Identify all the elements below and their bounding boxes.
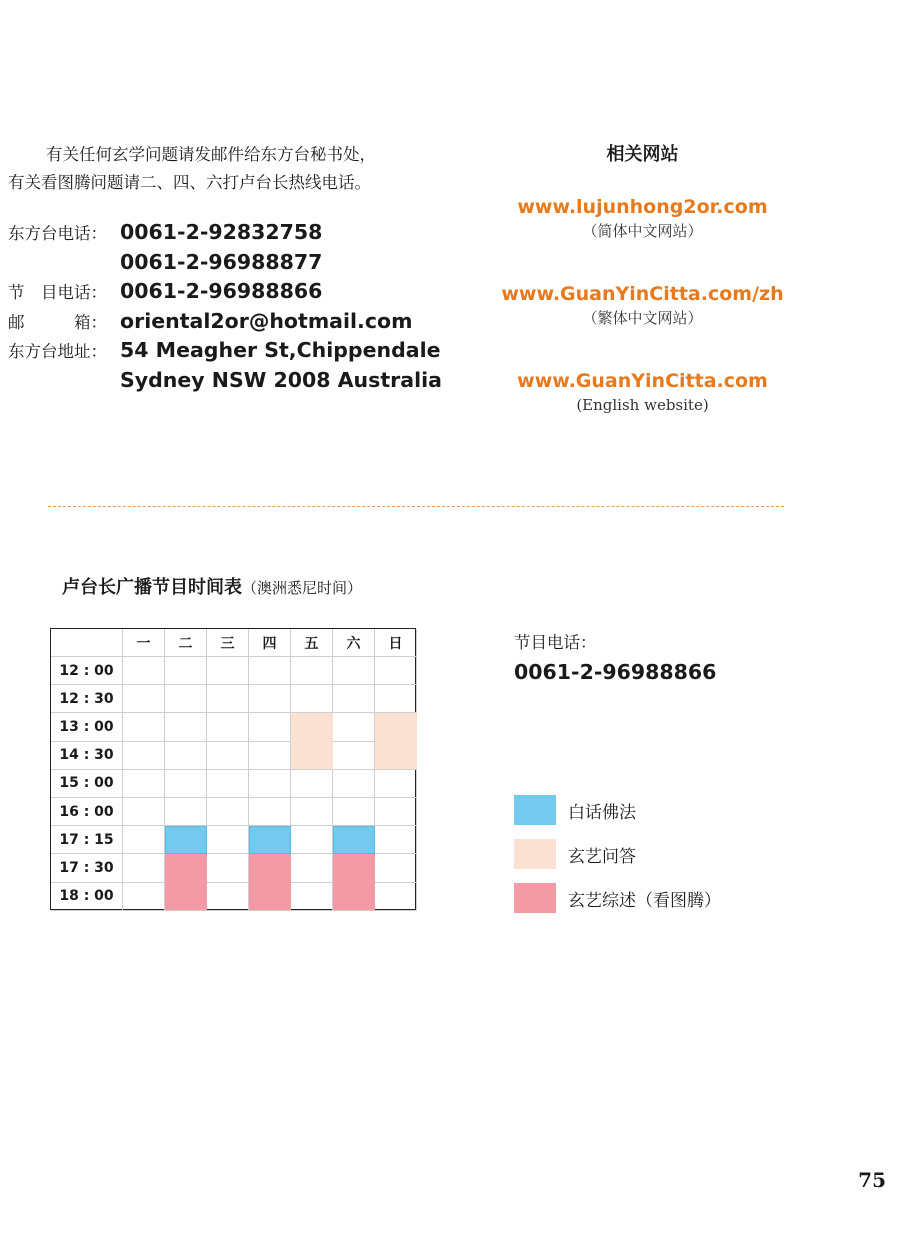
grid-cell [291, 826, 333, 854]
grid-cell [123, 742, 165, 770]
grid-cell [123, 798, 165, 826]
grid-cell [207, 798, 249, 826]
grid-cell [375, 685, 417, 713]
legend-swatch [514, 883, 556, 913]
program-block-totem [165, 854, 207, 910]
legend-swatch [514, 795, 556, 825]
program-phone-block [514, 630, 716, 684]
grid-cell [249, 713, 291, 741]
page-number: 75 [858, 1168, 886, 1192]
site-item [470, 194, 815, 242]
grid-cell [291, 798, 333, 826]
contact-label: 邮 箱： [8, 312, 107, 332]
contact-label: 节 目电话： [8, 283, 107, 302]
day-header: 三 [207, 629, 249, 657]
grid-cell [123, 883, 165, 911]
grid-cell [207, 883, 249, 911]
grid-cell [165, 742, 207, 770]
grid-cell [333, 742, 375, 770]
contact-row [8, 309, 448, 339]
legend-item-dharma [514, 795, 721, 825]
time-label: 16 : 00 [51, 798, 123, 826]
grid-cell [123, 770, 165, 798]
site-item [470, 281, 815, 329]
grid-cell [207, 713, 249, 741]
grid-cell [333, 657, 375, 685]
grid-cell [249, 742, 291, 770]
time-label: 17 : 15 [51, 826, 123, 854]
phone-number: 0061-2-92832758 [120, 220, 323, 244]
grid-cell [375, 883, 417, 911]
grid-cell [333, 798, 375, 826]
grid-cell [249, 798, 291, 826]
day-header: 五 [291, 629, 333, 657]
program-block-dharma [249, 826, 291, 854]
grid-cell [291, 657, 333, 685]
grid-cell [207, 742, 249, 770]
grid-cell [333, 770, 375, 798]
grid-cell [291, 854, 333, 882]
legend-item-qa [514, 839, 721, 869]
grid-cell [123, 657, 165, 685]
contact-row [8, 338, 448, 368]
grid-cell [123, 685, 165, 713]
legend-item-totem [514, 883, 721, 913]
grid-cell [375, 854, 417, 882]
program-block-qa [375, 713, 417, 769]
grid-cell [165, 713, 207, 741]
phone-number: 0061-2-96988877 [120, 249, 323, 274]
contact-row [8, 279, 448, 309]
program-block-dharma [165, 826, 207, 854]
contact-row [8, 368, 448, 398]
legend-label: 玄艺综述（看图腾） [568, 890, 721, 911]
grid-cell [375, 826, 417, 854]
site-note: （繁体中文网站） [582, 309, 703, 327]
grid-cell [249, 657, 291, 685]
intro-line-2: 有关看图腾问题请二、四、六打卢台长热线电话。 [8, 173, 371, 192]
related-websites [470, 140, 815, 455]
contact-row [8, 220, 448, 250]
contact-block [8, 220, 448, 397]
legend-label: 玄艺问答 [568, 846, 636, 867]
program-block-qa [291, 713, 333, 769]
grid-cell [207, 657, 249, 685]
day-header: 二 [165, 629, 207, 657]
grid-cell [333, 685, 375, 713]
address-line: 54 Meagher St,Chippendale [120, 338, 441, 362]
time-label: 14 : 30 [51, 742, 123, 770]
intro-text [8, 141, 448, 197]
time-label: 15 : 00 [51, 770, 123, 798]
time-label: 12 : 00 [51, 657, 123, 685]
time-label: 13 : 00 [51, 713, 123, 741]
program-block-totem [333, 854, 375, 910]
grid-cell [375, 798, 417, 826]
site-link[interactable]: www.lujunhong2or.com [517, 196, 768, 218]
contact-label: 东方台电话： [8, 224, 107, 243]
grid-cell [333, 713, 375, 741]
time-label: 18 : 00 [51, 883, 123, 911]
phone-number: 0061-2-96988866 [120, 279, 323, 303]
email-address: oriental2or@hotmail.com [120, 308, 413, 333]
program-block-dharma [333, 826, 375, 854]
day-header: 一 [123, 629, 165, 657]
site-note: （简体中文网站） [582, 222, 703, 240]
grid-cell [291, 685, 333, 713]
schedule-subtitle: （澳洲悉尼时间） [242, 579, 363, 597]
program-block-totem [249, 854, 291, 910]
program-phone-label: 节目电话： [514, 633, 597, 652]
grid-cell [249, 685, 291, 713]
grid-cell [207, 854, 249, 882]
legend [514, 795, 721, 927]
grid-cell [291, 770, 333, 798]
day-header: 日 [375, 629, 417, 657]
grid-corner [51, 629, 123, 657]
grid-cell [207, 826, 249, 854]
contact-row [8, 250, 448, 280]
sites-title: 相关网站 [606, 144, 679, 165]
site-link[interactable]: www.GuanYinCitta.com/zh [501, 283, 784, 305]
schedule-title-text: 卢台长广播节目时间表 [62, 577, 242, 598]
dashed-divider [48, 506, 784, 507]
time-label: 12 : 30 [51, 685, 123, 713]
grid-cell [123, 826, 165, 854]
program-phone-number: 0061-2-96988866 [514, 660, 717, 684]
grid-cell [291, 883, 333, 911]
day-header: 六 [333, 629, 375, 657]
grid-cell [123, 854, 165, 882]
grid-cell [207, 685, 249, 713]
site-link[interactable]: www.GuanYinCitta.com [517, 370, 768, 392]
grid-cell [165, 685, 207, 713]
grid-cell [207, 770, 249, 798]
site-item [470, 368, 815, 416]
grid-cell [165, 770, 207, 798]
schedule-grid [50, 628, 416, 910]
grid-cell [165, 657, 207, 685]
address-line: Sydney NSW 2008 Australia [120, 367, 442, 392]
grid-cell [165, 798, 207, 826]
schedule-title [62, 573, 362, 599]
intro-line-1: 有关任何玄学问题请发邮件给东方台秘书处， [46, 145, 376, 164]
grid-cell [123, 713, 165, 741]
site-note: (English website) [576, 396, 709, 414]
grid-cell [375, 657, 417, 685]
contact-label: 东方台地址： [8, 342, 107, 361]
legend-swatch [514, 839, 556, 869]
legend-label: 白话佛法 [568, 802, 636, 823]
grid-cell [375, 770, 417, 798]
grid-cell [249, 770, 291, 798]
time-label: 17 : 30 [51, 854, 123, 882]
day-header: 四 [249, 629, 291, 657]
